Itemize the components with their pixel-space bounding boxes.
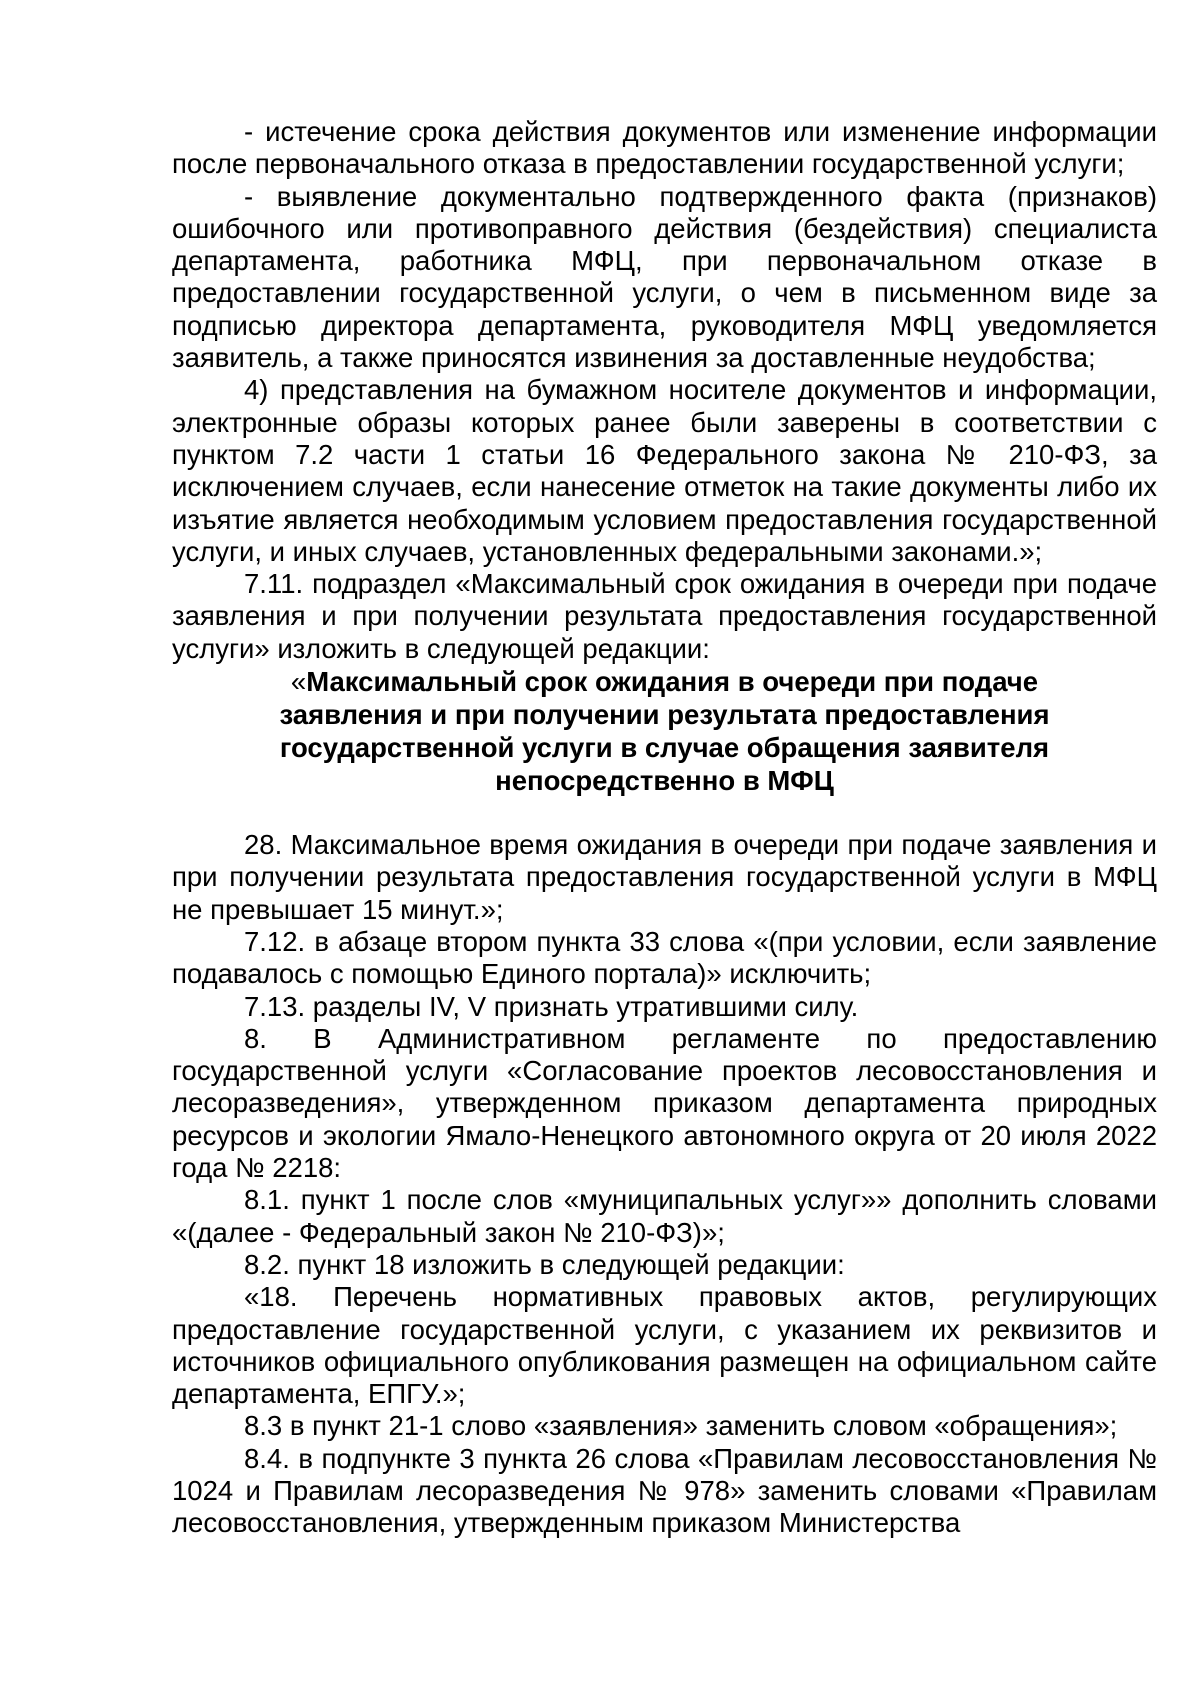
paragraph-expiry: - истечение срока действия документов или изменение информации после первоначального отказа в предоставлении государственной услуги; xyxy=(172,116,1157,180)
paragraph-8: 8. В Административном регламенте по предоставлению государственной услуги «Согласование проектов лесовосстановления и лесоразведения», утвержденном приказом департамента природных ресурсов и экологии Ямало-Ненецкого автономного округа от 20 июля 2022 года № 2218: xyxy=(172,1022,1157,1184)
heading-open-quote: « xyxy=(290,666,307,698)
paragraph-7-12: 7.12. в абзаце втором пункта 33 слова «(при условии, если заявление подавалось с помощью Единого портала)» исключить; xyxy=(172,925,1157,990)
paragraph-8-1: 8.1. пункт 1 после слов «муниципальных услуг»» дополнить словами «(далее - Федеральный закон № 210-ФЗ)»; xyxy=(172,1184,1157,1248)
document-page xyxy=(172,116,1157,1540)
heading-text: Максимальный срок ожидания в очереди при подаче заявления и при получении результата предоставления государственной услуги в случае обращения заявителя непосредственно в МФЦ xyxy=(279,666,1050,797)
paragraph-8-3: 8.3 в пункт 21-1 слово «заявления» заменить словом «обращения»; xyxy=(244,1410,1118,1442)
paragraph-7-11: 7.11. подраздел «Максимальный срок ожидания в очереди при подаче заявления и при получении результата предоставления государственной услуги» изложить в следующей редакции: xyxy=(172,568,1157,664)
paragraph-8-2: 8.2. пункт 18 изложить в следующей редакции: xyxy=(244,1248,845,1280)
paragraph-error-detection: - выявление документально подтвержденного факта (признаков) ошибочного или противоправного действия (бездействия) специалиста департамента, работника МФЦ, при первоначальном отказе в предоставлении государственной услуги, о чем в письменном виде за подписью директора департамента, руководителя МФЦ уведомляется заявитель, а также приносятся извинения за доставленные неудобства; xyxy=(172,180,1157,374)
section-heading xyxy=(172,665,1157,797)
paragraph-28: 28. Максимальное время ожидания в очереди при подаче заявления и при получении результата предоставления государственной услуги в МФЦ не превышает 15 минут.»; xyxy=(172,829,1157,925)
paragraph-paper-documents: 4) представления на бумажном носителе документов и информации, электронные образы которых ранее были заверены в соответствии с пунктом 7.2 части 1 статьи 16 Федерального закона № 210-ФЗ, за исключением случаев, если нанесение отметок на такие документы либо их изъятие является необходимым условием предоставления государственной услуги, и иных случаев, установленных федеральными законами.»; xyxy=(172,374,1157,567)
paragraph-8-4: 8.4. в подпункте 3 пункта 26 слова «Правилам лесовосстановления № 1024 и Правилам лесоразведения № 978» заменить словами «Правилам лесовосстановления, утвержденным приказом Министерства xyxy=(172,1442,1157,1539)
paragraph-7-13: 7.13. разделы IV, V признать утратившими силу. xyxy=(244,990,859,1022)
paragraph-18-quote: «18. Перечень нормативных правовых актов, регулирующих предоставление государственной услуги, с указанием их реквизитов и источников официального опубликования размещен на официальном сайте департамента, ЕПГУ.»; xyxy=(172,1281,1157,1410)
